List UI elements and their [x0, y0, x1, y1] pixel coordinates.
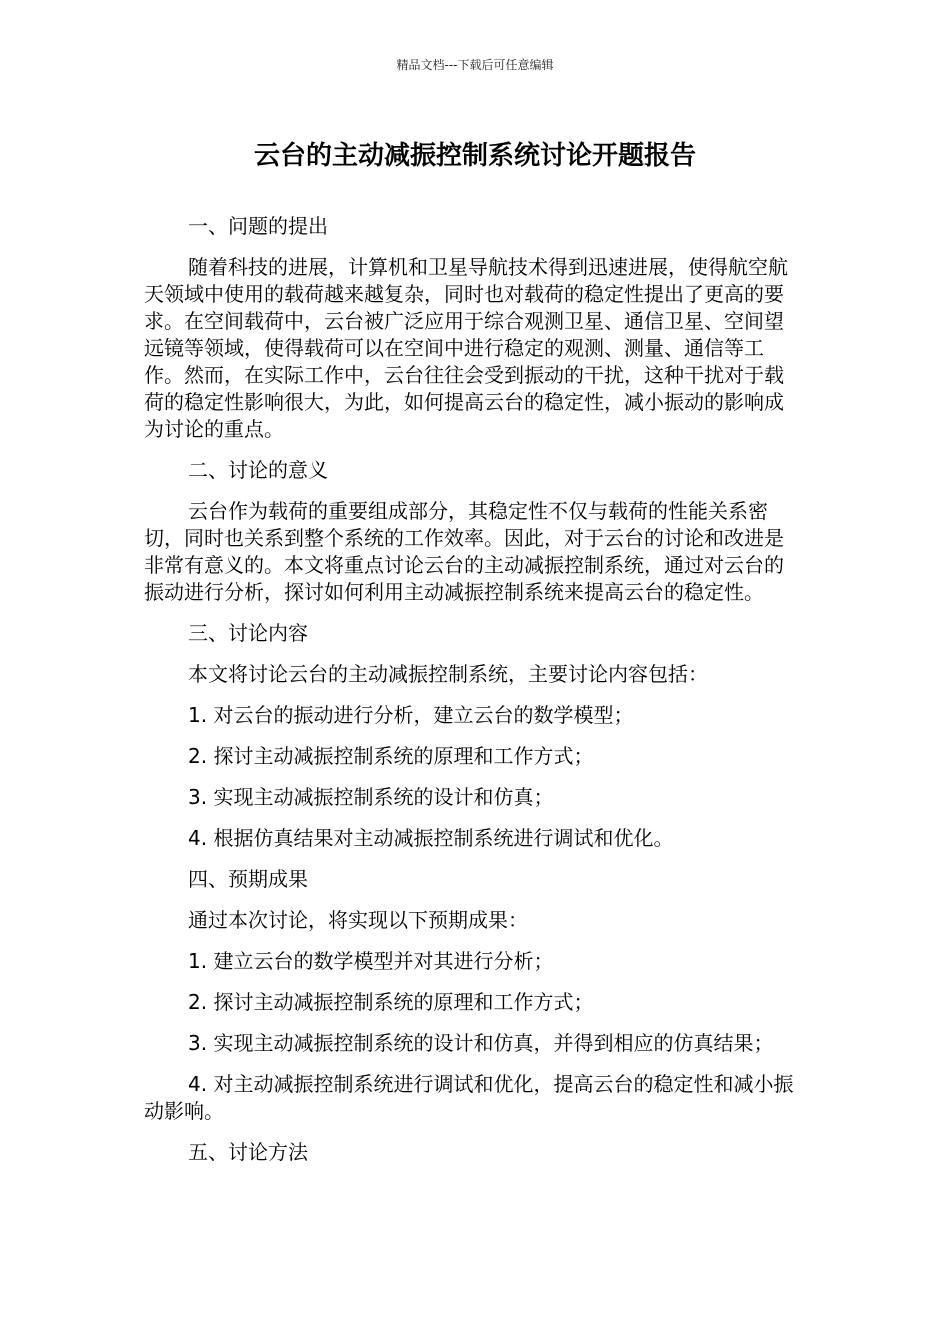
document-title: 云台的主动减振控制系统讨论开题报告: [253, 141, 696, 171]
body-paragraph-3: 本文将讨论云台的主动减振控制系统，主要讨论内容包括：: [188, 662, 708, 686]
list-item: 4. 对主动减振控制系统进行调试和优化，提高云台的稳定性和减小振动影响。: [144, 1072, 794, 1123]
section-heading-2: 二、讨论的意义: [188, 458, 328, 482]
body-paragraph-4: 通过本次讨论，将实现以下预期成果：: [188, 908, 528, 932]
body-paragraph-2: 云台作为载荷的重要组成部分，其稳定性不仅与载荷的性能关系密切，同时也关系到整个系统的工作效率。因此，对于云台的讨论和改进是非常有意义的。本文将重点讨论云台的主动减振控制系统，通过对云台的振动进行分析，探讨如何利用主动减振控制系统来提高云台的稳定性。: [144, 499, 784, 604]
section-heading-3: 三、讨论内容: [188, 621, 308, 645]
body-paragraph-1: 随着科技的进展，计算机和卫星导航技术得到迅速进展，使得航空航天领域中使用的载荷越来越复杂，同时也对载荷的稳定性提出了更高的要求。在空间载荷中，云台被广泛应用于综合观测卫星、通信卫星、空间望远镜等领域，使得载荷可以在空间中进行稳定的观测、测量、通信等工作。然而，在实际工作中，云台往往会受到振动的干扰，这种干扰对于载荷的稳定性影响很大，为此，如何提高云台的稳定性，减小振动的影响成为讨论的重点。: [144, 255, 788, 441]
list-item: 3. 实现主动减振控制系统的设计和仿真；: [188, 785, 554, 809]
list-item: 1. 建立云台的数学模型并对其进行分析；: [188, 949, 554, 973]
list-item: 2. 探讨主动减振控制系统的原理和工作方式；: [188, 744, 594, 768]
section-heading-4: 四、预期成果: [188, 867, 308, 891]
section-heading-5: 五、讨论方法: [188, 1140, 308, 1164]
list-item: 4. 根据仿真结果对主动减振控制系统进行调试和优化。: [188, 826, 674, 850]
section-heading-1: 一、问题的提出: [188, 214, 328, 238]
list-item: 1. 对云台的振动进行分析，建立云台的数学模型；: [188, 703, 634, 727]
list-item: 3. 实现主动减振控制系统的设计和仿真，并得到相应的仿真结果；: [188, 1031, 774, 1055]
document-body: [144, 213, 802, 1180]
list-item: 2. 探讨主动减振控制系统的原理和工作方式；: [188, 990, 594, 1014]
header-note: 精品文档---下载后可任意编辑: [396, 58, 554, 72]
